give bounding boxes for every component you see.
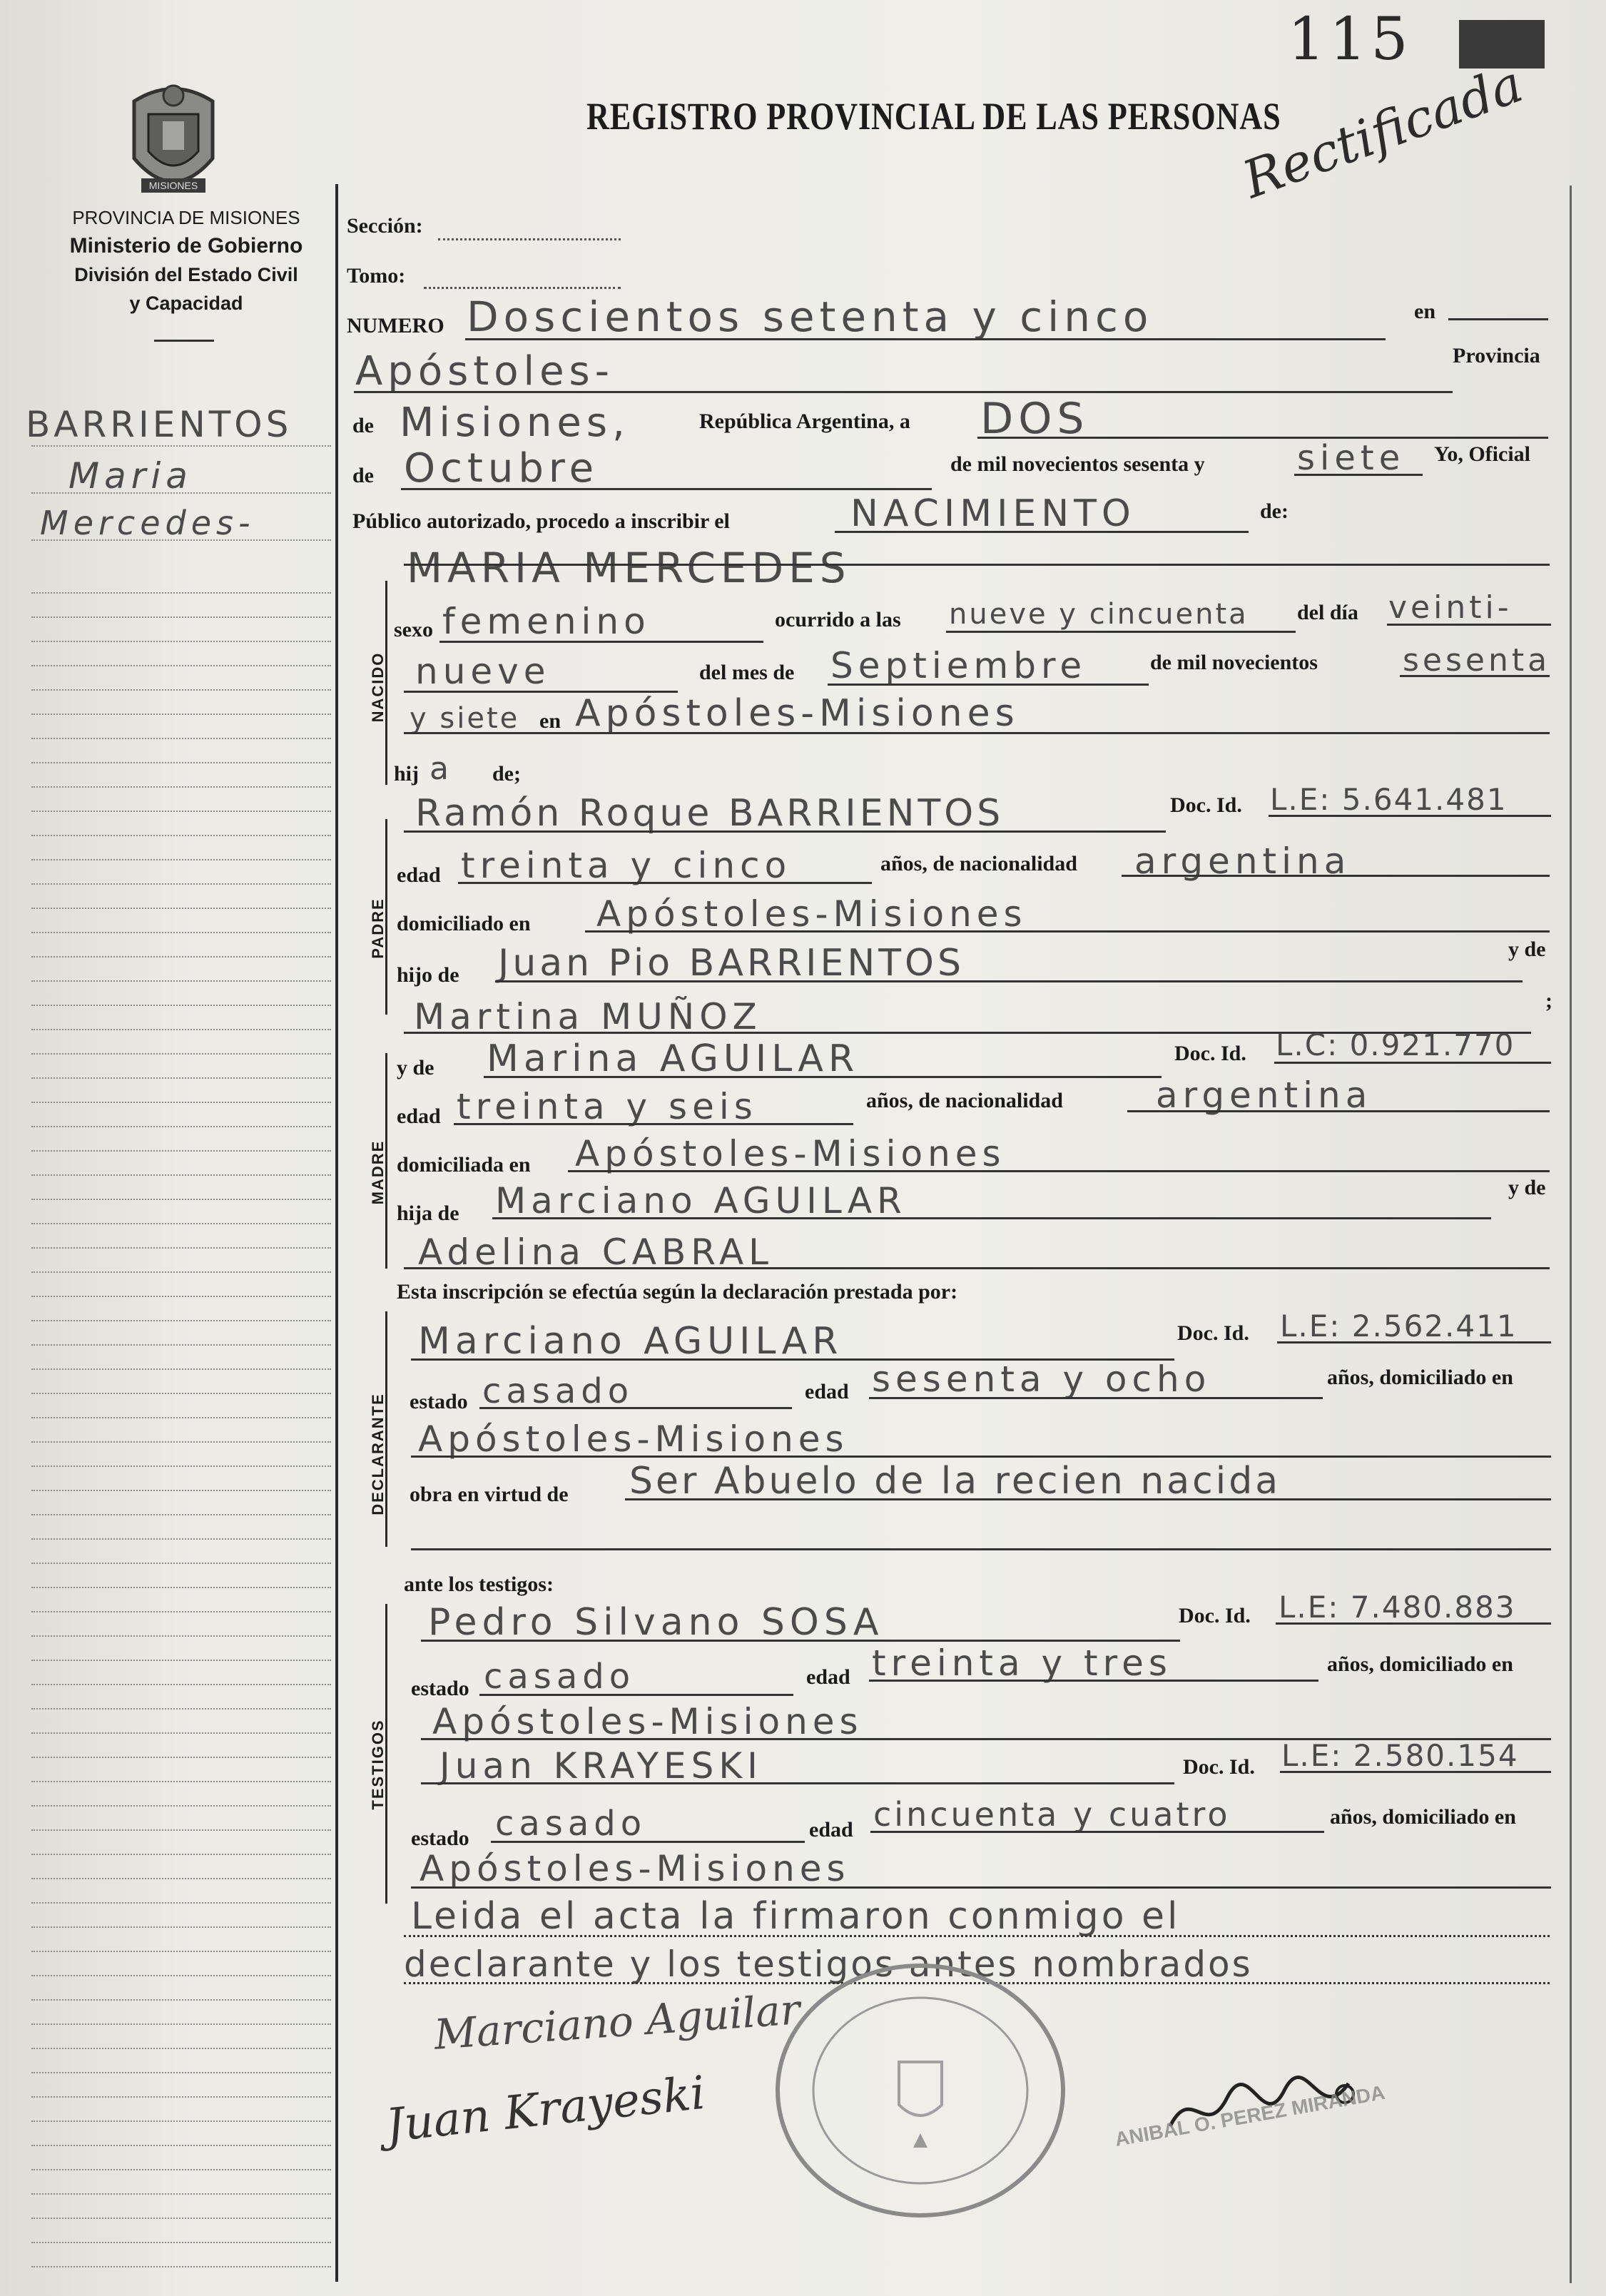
label-del-mes: del mes de <box>699 661 795 684</box>
left-column-rule <box>31 689 331 691</box>
left-column-rule <box>31 2023 331 2025</box>
left-column-rule <box>31 2266 331 2267</box>
left-column-rule <box>31 1029 331 1030</box>
left-column-rule <box>31 1150 331 1152</box>
margin-surname: BARRIENTOS <box>26 404 293 445</box>
left-column-rule <box>31 2242 331 2243</box>
left-column-rule <box>31 1102 331 1103</box>
padre-edad-underline <box>458 882 872 884</box>
left-column-rule <box>31 713 331 715</box>
label-t2-doc: Doc. Id. <box>1183 1755 1255 1779</box>
value-t2-dom: Apóstoles-Misiones <box>420 1848 850 1889</box>
dia-nac-underline <box>1387 624 1551 626</box>
left-column-rule <box>31 665 331 666</box>
left-column-rule <box>31 1611 331 1612</box>
label-t1-estado: estado <box>411 1677 469 1700</box>
round-stamp-icon <box>763 1955 1077 2226</box>
margin-name1: Maria <box>68 455 193 497</box>
value-padre-doc: L.E: 5.641.481 <box>1270 782 1508 817</box>
label-madre-hija: hija de <box>397 1202 459 1225</box>
label-t1-edad: edad <box>806 1665 850 1689</box>
value-lugar-nac: Apóstoles-Misiones <box>575 692 1020 735</box>
decl-dom-underline <box>411 1456 1551 1458</box>
coat-of-arms-icon <box>120 80 227 205</box>
left-column-rule <box>31 1951 331 1952</box>
label-ante: ante los testigos: <box>404 1573 554 1596</box>
decl-obra-underline <box>625 1498 1551 1500</box>
label-hij: hij <box>394 762 420 786</box>
t2-estado-underline <box>491 1841 805 1843</box>
label-t2-estado: estado <box>411 1827 469 1850</box>
officer-stamp: ANIBAL O. PEREZ MIRANDA <box>1113 2081 1387 2151</box>
t1-nombre-underline <box>421 1640 1180 1642</box>
value-madre-dom: Apóstoles-Misiones <box>575 1133 1006 1174</box>
label-del-dia: del día <box>1297 601 1358 624</box>
left-column-rule <box>31 1393 331 1394</box>
left-column-rule <box>31 1635 331 1637</box>
left-column-rule <box>31 1975 331 1976</box>
value-decl-dom: Apóstoles-Misiones <box>418 1418 849 1460</box>
left-column-rule <box>31 445 331 447</box>
value-padre-madre: Martina MUÑOZ <box>414 996 762 1037</box>
left-column-rule <box>31 1805 331 1807</box>
mes-nac-underline <box>828 684 1149 686</box>
value-padre-dom: Apóstoles-Misiones <box>596 893 1027 935</box>
left-column-rule <box>31 2120 331 2122</box>
left-column-rule <box>31 1829 331 1831</box>
label-madre-yde: y de <box>1508 1176 1546 1199</box>
left-column-rule <box>31 1174 331 1176</box>
value-provincia: Misiones, <box>400 400 630 446</box>
anio-nac-a-underline <box>1400 675 1550 677</box>
lugar-nac-underline <box>404 732 1550 734</box>
value-dia-nac-b: nueve <box>415 651 551 692</box>
value-madre-edad: treinta y seis <box>457 1086 758 1127</box>
madre-nac-underline <box>1127 1110 1550 1112</box>
closing-line1: Leida el acta la firmaron conmigo el <box>411 1895 1181 1938</box>
coat-of-arms-seal <box>120 80 227 205</box>
value-anio-nac-b: y siete <box>410 702 520 735</box>
closing-line2: declarante y los testigos antes nombrados <box>404 1944 1253 1985</box>
left-column-rule <box>31 1563 331 1564</box>
decl-doc-underline <box>1277 1341 1551 1343</box>
decl-estado-underline <box>479 1407 792 1409</box>
padre-nombre-underline <box>404 830 1166 833</box>
label-madre-anos: años, de nacionalidad <box>866 1089 1063 1112</box>
value-decl-nombre: Marciano AGUILAR <box>418 1320 843 1363</box>
madre-dom-underline <box>568 1170 1550 1172</box>
t2-dom-underline <box>411 1886 1551 1889</box>
side-label-testigos: TESTIGOS <box>369 1719 387 1810</box>
left-column-rule <box>31 1684 331 1685</box>
value-t1-doc: L.E: 7.480.883 <box>1279 1590 1516 1625</box>
value-madre-doc: L.C: 0.921.770 <box>1276 1027 1515 1062</box>
left-column-rule <box>31 1271 331 1273</box>
left-column-rule <box>31 762 331 763</box>
left-column-rule <box>31 956 331 957</box>
margin-name2: Mercedes- <box>40 504 255 542</box>
left-column-rule <box>31 1320 331 1321</box>
t2-doc-underline <box>1280 1771 1551 1773</box>
header-ministry: Ministerio de Gobierno <box>69 234 303 258</box>
value-hora: nueve y cincuenta <box>949 598 1249 631</box>
label-padre-yde: y de <box>1508 938 1546 961</box>
left-column-rule <box>31 1126 331 1127</box>
madre-doc-underline <box>1274 1062 1551 1064</box>
left-column-rule <box>31 1441 331 1443</box>
sexo-underline <box>439 641 763 643</box>
value-anio: siete <box>1297 438 1406 478</box>
header-division: División del Estado Civil <box>74 264 298 285</box>
t1-doc-underline <box>1276 1622 1551 1625</box>
header-rule <box>154 340 214 342</box>
left-column-rule <box>31 786 331 788</box>
left-column-rule <box>31 1199 331 1200</box>
padre-padre-underline <box>495 980 1523 982</box>
seal-label: MISIONES <box>148 180 198 191</box>
madre-nombre-underline <box>484 1076 1162 1078</box>
right-vertical-rule <box>1570 186 1572 2283</box>
left-column-rule <box>31 1344 331 1346</box>
left-column-rule <box>31 492 331 494</box>
label-madre-yde: y de <box>397 1056 434 1080</box>
label-decl-obra: obra en virtud de <box>410 1483 569 1506</box>
value-sexo: femenino <box>442 601 651 642</box>
t1-edad-underline <box>869 1680 1318 1682</box>
main-vertical-rule <box>335 184 338 2282</box>
value-madre-padre: Marciano AGUILAR <box>495 1180 907 1221</box>
left-column-rule <box>31 932 331 933</box>
value-acto: NACIMIENTO <box>850 492 1136 535</box>
madre-madre-underline <box>404 1267 1550 1269</box>
left-column-rule <box>31 1296 331 1297</box>
left-column-rule <box>31 2218 331 2219</box>
left-column-rule <box>31 2145 331 2146</box>
registry-round-stamp <box>763 1955 1077 2226</box>
label-esta-inscripcion: Esta inscripción se efectúa según la declaración prestada por: <box>397 1280 958 1304</box>
left-column-rule <box>31 2193 331 2195</box>
value-anio-nac-a: sesenta <box>1403 642 1551 679</box>
label-de-colon: de: <box>1260 499 1289 523</box>
left-column-rule <box>31 1757 331 1758</box>
left-column-rule <box>31 811 331 812</box>
t2-edad-underline <box>870 1831 1324 1833</box>
left-column-rule <box>31 980 331 982</box>
left-column-rule <box>31 1926 331 1928</box>
hora-underline <box>946 631 1296 633</box>
value-t1-nombre: Pedro Silvano SOSA <box>428 1601 884 1644</box>
value-t2-doc: L.E: 2.580.154 <box>1281 1738 1519 1773</box>
left-column-rule <box>31 2072 331 2073</box>
padre-nac-underline <box>1122 875 1550 877</box>
label-yo-oficial: Yo, Oficial <box>1434 442 1530 466</box>
madre-padre-underline <box>492 1217 1491 1219</box>
value-lugar: Apóstoles- <box>355 348 614 395</box>
label-padre-anos: años, de nacionalidad <box>880 852 1077 875</box>
value-padre-nombre: Ramón Roque BARRIENTOS <box>415 792 1005 835</box>
label-padre-hijo: hijo de <box>397 963 459 987</box>
label-padre-doc: Doc. Id. <box>1170 793 1242 817</box>
value-madre-nombre: Marina AGUILAR <box>487 1037 860 1080</box>
label-de-mil: de mil novecientos sesenta y <box>950 452 1205 476</box>
left-column-rule <box>31 1587 331 1588</box>
decl-extra-underline <box>411 1548 1551 1550</box>
signature-krayeski: Juan Krayeski <box>383 2066 708 2153</box>
value-hij-suffix: a <box>430 751 452 787</box>
label-decl-edad: edad <box>805 1380 849 1403</box>
en-underline <box>1448 318 1548 320</box>
signature-marciano: Marciano Aguilar <box>432 1985 802 2059</box>
label-seccion: Sección: <box>347 214 423 238</box>
left-column-rule <box>31 859 331 860</box>
value-t1-dom: Apóstoles-Misiones <box>432 1701 863 1742</box>
madre-edad-underline <box>454 1123 853 1125</box>
label-ocurrido: ocurrido a las <box>775 608 901 631</box>
label-en: en <box>1414 300 1435 323</box>
value-padre-edad: treinta y cinco <box>461 845 792 886</box>
value-padre-nac: argentina <box>1134 840 1351 882</box>
value-t1-estado: casado <box>484 1657 636 1697</box>
padre-dom-underline <box>585 930 1550 933</box>
folio-number: 115 <box>1288 6 1413 73</box>
left-column-rule <box>31 1660 331 1661</box>
value-t1-edad: treinta y tres <box>872 1642 1172 1684</box>
acto-underline <box>835 531 1249 533</box>
seccion-field <box>438 238 621 240</box>
document-title: REGISTRO PROVINCIAL DE LAS PERSONAS <box>586 95 1281 138</box>
value-mes: Octubre <box>404 445 599 492</box>
label-t2-anos: años, domiciliado en <box>1330 1805 1516 1829</box>
mes-underline <box>401 488 932 490</box>
label-de-mil-nov: de mil novecientos <box>1150 651 1318 674</box>
lugar-underline <box>354 391 1453 393</box>
left-column-rule <box>31 1417 331 1418</box>
decl-edad-underline <box>869 1397 1323 1399</box>
left-column-rule <box>31 616 331 618</box>
nombre-underline <box>404 564 1550 566</box>
value-dia: DOS <box>980 394 1089 444</box>
value-decl-estado: casado <box>482 1371 634 1411</box>
label-de-semi: de; <box>492 762 521 786</box>
side-label-padre: PADRE <box>369 898 387 959</box>
left-column-rule <box>31 1514 331 1515</box>
label-de-1: de <box>352 414 374 437</box>
label-publico: Público autorizado, procedo a inscribir el <box>352 509 730 533</box>
label-sexo: sexo <box>394 618 433 641</box>
label-decl-anos: años, domiciliado en <box>1327 1366 1513 1389</box>
label-t2-edad: edad <box>809 1818 853 1842</box>
value-dia-nac-a: veinti- <box>1388 589 1513 626</box>
label-decl-estado: estado <box>410 1390 468 1413</box>
label-padre-edad: edad <box>397 863 441 887</box>
left-column-rule <box>31 1223 331 1224</box>
left-column-rule <box>31 738 331 739</box>
value-t2-edad: cincuenta y cuatro <box>873 1795 1231 1834</box>
label-madre-doc: Doc. Id. <box>1174 1042 1246 1065</box>
label-padre-dom: domiciliado en <box>397 912 531 935</box>
label-de-2: de <box>352 464 374 487</box>
left-column-rule <box>31 835 331 836</box>
label-madre-edad: edad <box>397 1104 441 1128</box>
left-column-rule <box>31 1781 331 1782</box>
left-column-rule <box>31 2048 331 2049</box>
value-madre-nac: argentina <box>1156 1075 1373 1116</box>
value-nombre: MARIA MERCEDES <box>407 544 851 592</box>
left-column-rule <box>31 539 331 541</box>
t2-nombre-underline <box>421 1782 1174 1784</box>
padre-doc-underline <box>1269 815 1551 817</box>
left-column-rule <box>31 1005 331 1006</box>
left-column-rule <box>31 1708 331 1710</box>
left-column-rule <box>31 592 331 594</box>
label-t1-doc: Doc. Id. <box>1179 1604 1251 1627</box>
header-province: PROVINCIA DE MISIONES <box>72 207 300 228</box>
left-column-rule <box>31 641 331 642</box>
label-numero: NUMERO <box>347 314 444 337</box>
value-t2-nombre: Juan KRAYESKI <box>439 1745 763 1787</box>
left-column-rule <box>31 1247 331 1249</box>
left-column-rule <box>31 1368 331 1370</box>
closing1-underline <box>404 1935 1550 1937</box>
side-label-declarante: DECLARANTE <box>369 1393 387 1515</box>
dia-underline <box>977 437 1548 439</box>
side-label-madre: MADRE <box>369 1139 387 1205</box>
value-decl-doc: L.E: 2.562.411 <box>1280 1309 1518 1343</box>
left-column-rule <box>31 2096 331 2098</box>
left-column-rule <box>31 2169 331 2170</box>
left-column-rule <box>31 1538 331 1540</box>
label-republica: República Argentina, a <box>699 410 910 433</box>
value-numero: Doscientos setenta y cinco <box>467 293 1154 341</box>
left-column-rule <box>31 883 331 885</box>
left-column-rule <box>31 1466 331 1467</box>
left-column-rule <box>31 1732 331 1734</box>
anio-underline <box>1294 474 1423 476</box>
left-column-rule <box>31 1878 331 1879</box>
side-label-nacido: NACIDO <box>369 651 387 723</box>
marginal-note: Rectificada <box>1235 54 1530 210</box>
left-column-rule <box>31 908 331 909</box>
left-column-rule <box>31 1053 331 1055</box>
label-en-nac: en <box>539 709 561 733</box>
label-t1-anos: años, domiciliado en <box>1327 1652 1513 1676</box>
value-t2-estado: casado <box>495 1804 647 1844</box>
left-column-rule <box>31 1490 331 1491</box>
value-decl-edad: sesenta y ocho <box>872 1358 1211 1400</box>
left-column-rule <box>31 1854 331 1855</box>
label-decl-doc: Doc. Id. <box>1177 1321 1249 1345</box>
value-padre-padre: Juan Pio BARRIENTOS <box>498 942 965 985</box>
value-mes-nac: Septiembre <box>830 645 1087 686</box>
tomo-field <box>424 287 621 289</box>
label-tomo: Tomo: <box>347 264 406 288</box>
left-column-rule <box>31 1999 331 2001</box>
header-capacidad: y Capacidad <box>129 293 243 314</box>
t1-estado-underline <box>479 1694 793 1696</box>
left-column-rule <box>31 1902 331 1904</box>
numero-underline <box>465 338 1386 340</box>
label-provincia: Provincia <box>1453 344 1540 367</box>
left-column-rule <box>31 1077 331 1079</box>
value-decl-obra: Ser Abuelo de la recien nacida <box>629 1460 1281 1503</box>
label-semicolon: ; <box>1545 989 1552 1012</box>
value-madre-madre: Adelina CABRAL <box>418 1231 774 1273</box>
label-madre-dom: domiciliada en <box>397 1153 531 1177</box>
